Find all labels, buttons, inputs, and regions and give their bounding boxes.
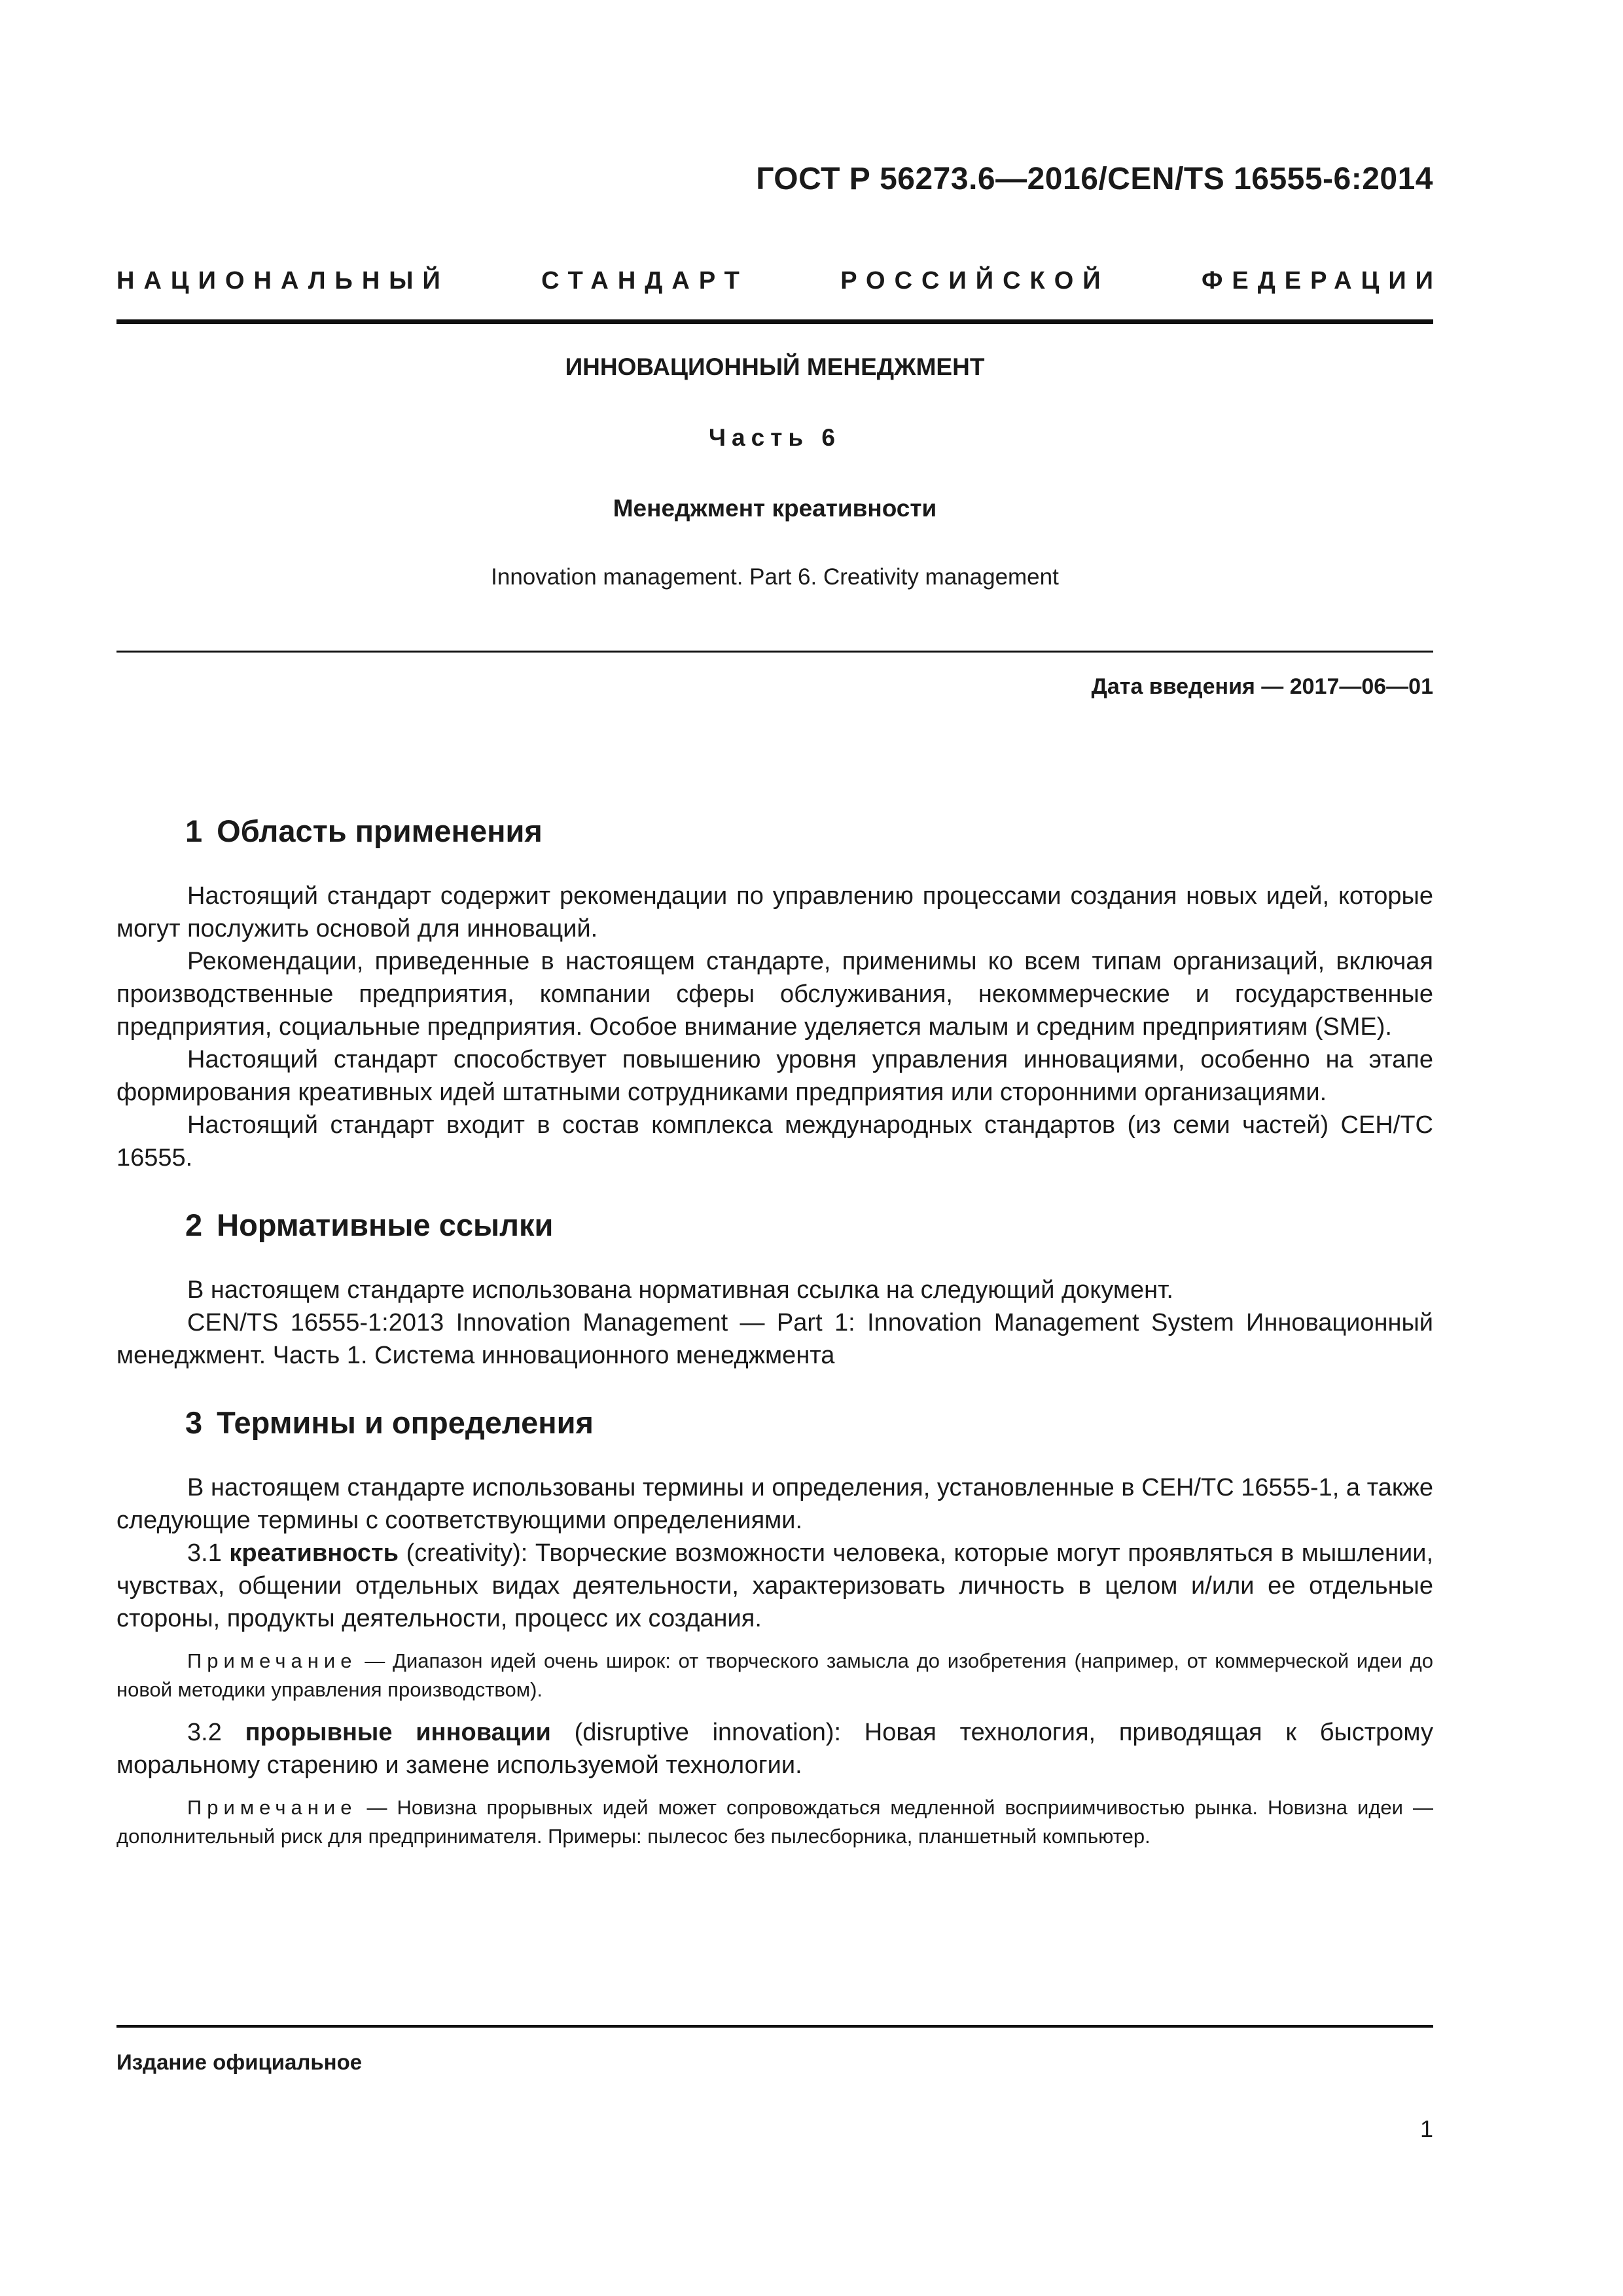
document-body [116,812,1433,1851]
national-standard-banner [116,267,1442,295]
term-number: 3.1 [187,1539,222,1567]
note [116,1793,1433,1851]
term-name: прорывные инновации [245,1719,551,1746]
standard-designation: ГОСТ Р 56273.6—2016/CEN/TS 16555-6:2014 [756,162,1433,196]
note [116,1647,1433,1704]
section-heading [116,1206,1433,1245]
header-divider [116,319,1433,324]
section-title: Область применения [217,814,543,848]
term-number: 3.2 [187,1719,222,1746]
banner-word: НАЦИОНАЛЬНЫЙ [116,267,450,295]
effective-date: Дата введения — 2017—06—01 [1091,674,1433,699]
banner-word: РОССИЙСКОЙ [840,267,1110,295]
section-number: 2 [185,1208,203,1242]
term-definition [116,1537,1433,1635]
paragraph: В настоящем стандарте использована нормативная ссылка на следующий документ. [187,1276,1173,1304]
section-title: Термины и определения [217,1405,594,1440]
section-heading [116,812,1433,851]
note-text: — Диапазон идей очень широк: от творческого замысла до изобретения (например, от коммерческой идеи до новой методики управления производством). [116,1649,1433,1701]
paragraph: CEN/TS 16555-1:2013 Innovation Management — Part 1: Innovation Management System Инновационный менеджмент. Часть 1. Система инновационного менеджмента [116,1309,1433,1369]
section-number: 3 [185,1405,203,1440]
term-text: (creativity): Творческие возможности человека, которые могут проявляться в мышлении, чувствах, общении отдельных видах деятельности, характеризовать личность в целом и/или ее отдельные стороны, продукты деятельности, процесс их создания. [116,1539,1434,1632]
part-label: Часть 6 [709,424,841,451]
document-page [116,0,1442,2296]
note-text: — Новизна прорывных идей может сопровождаться медленной восприимчивостью рынка. Новизна идеи — дополнительный риск для предпринимателя. Примеры: пылесос без пылесборника, планшетный компьютер. [116,1796,1433,1848]
footer-divider [116,2025,1433,2028]
banner-word: ФЕДЕРАЦИИ [1201,267,1442,295]
paragraph: Рекомендации, приведенные в настоящем стандарте, применимы ко всем типам организаций, включая производственные предприятия, компании сферы обслуживания, некоммерческие и государственные предприятия, социальные предприятия. Особое внимание уделяется малым и средним предприятиям (SME). [116,948,1433,1041]
english-title: Innovation management. Part 6. Creativity management [491,564,1059,590]
section-title: Нормативные ссылки [217,1208,554,1242]
title-divider [116,651,1433,653]
paragraph: В настоящем стандарте использованы термины и определения, установленные в CEH/TC 16555-1, а также следующие термины с соответствующими определениями. [116,1474,1433,1534]
official-edition-label: Издание официальное [116,2050,363,2074]
paragraph: Настоящий стандарт входит в состав комплекса международных стандартов (из семи частей) CEH/TC 16555. [116,1111,1433,1172]
banner-word: СТАНДАРТ [541,267,749,295]
page-number: 1 [1419,2115,1433,2142]
term-definition [116,1716,1433,1782]
document-title: ИННОВАЦИОННЫЙ МЕНЕДЖМЕНТ [565,353,985,380]
document-subtitle: Менеджмент креативности [613,495,937,522]
term-name: креативность [229,1539,399,1567]
paragraph: Настоящий стандарт содержит рекомендации по управлению процессами создания новых идей, которые могут послужить основой для инноваций. [116,882,1433,942]
paragraph: Настоящий стандарт способствует повышению уровня управления инновациями, особенно на этапе формирования креативных идей штатными сотрудниками предприятия или сторонними организациями. [116,1046,1433,1106]
section-heading [116,1403,1433,1443]
note-label: Примечание [187,1649,357,1672]
term-text: (disruptive innovation): Новая технология, приводящая к быстрому моральному старению и замене используемой технологии. [116,1719,1433,1779]
section-number: 1 [185,814,203,848]
note-label: Примечание [187,1796,357,1819]
